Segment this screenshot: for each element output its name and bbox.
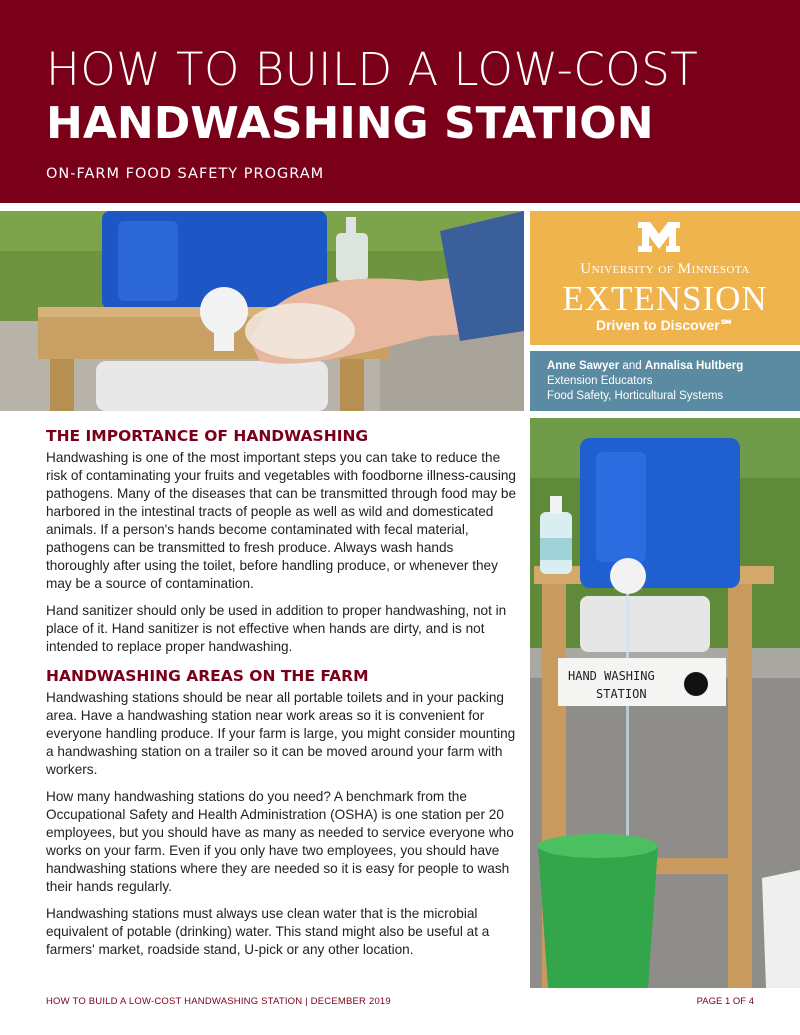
university-name: University of Minnesota [580, 261, 750, 277]
title-line-2: HANDWASHING STATION [46, 98, 654, 149]
author-and: and [619, 360, 645, 372]
paragraph: Hand sanitizer should only be used in addition to proper handwashing, not in place of it. Hand sanitizer is not effective when hands are dirty, and is not intended to replace proper handwashing. [46, 603, 507, 654]
author-dept: Food Safety, Horticultural Systems [547, 390, 724, 402]
author-1: Anne Sawyer [547, 360, 620, 372]
author-names [547, 359, 800, 374]
side-photo-station [530, 418, 800, 988]
tagline: Driven to Discover℠ [596, 317, 734, 333]
footer-doc-title: HOW TO BUILD A LOW-COST HANDWASHING STATION | DECEMBER 2019 [46, 996, 391, 1007]
paragraph: Handwashing stations should be near all portable toilets and in your packing area. Have a handwashing station near work areas so it is convenient for everyone handling produce. If your farm is large, you might consider mounting a handwashing station on a trailer so it can be moved around your farm with workers. [46, 690, 516, 777]
authors-box [530, 351, 800, 411]
paragraph: How many handwashing stations do you need? A benchmark from the Occupational Safety and Health Administration (OSHA) is one station per 20 employees, but you should have as many as needed to service everyone who works on your farm. Even if you only have two employees, you should have handwashing stations where they are needed so it is easy for people to wash their hands regularly. [46, 789, 514, 894]
program-name: ON-FARM FOOD SAFETY PROGRAM [46, 166, 325, 182]
title-line-1: HOW TO BUILD A LOW-COST [46, 43, 699, 96]
author-role: Extension Educators [547, 375, 653, 387]
sign-line-2: STATION [596, 687, 647, 701]
paragraph: Handwashing is one of the most important steps you can take to reduce the risk of contaminating your fruits and vegetables with foodborne illness-causing pathogens. Many of the diseases that can be transmitted through food may be harbored in the intestinal tracts of people as well as wild and domesticated animals. If a person's hands become contaminated with fecal material, pathogens can be transmitted to fresh produce. Always wash hands thoroughly after using the toilet, before handling produce, or whenever they may be a source of contamination. [46, 450, 517, 591]
sign-line-1: HAND WASHING [568, 669, 655, 683]
section-heading-importance: THE IMPORTANCE OF HANDWASHING [46, 427, 369, 445]
hero-photo-handwashing [0, 211, 524, 411]
footer-page-number: PAGE 1 OF 4 [696, 996, 754, 1007]
extension-wordmark: EXTENSION [562, 279, 768, 318]
umn-block-m-icon [636, 222, 682, 252]
paragraph: Handwashing stations must always use clean water that is the microbial equivalent of potable (drinking) water. This stand might also be useful at a farmers' market, roadside stand, U-pick or any other location. [46, 906, 490, 957]
main-content [46, 425, 520, 968]
author-2: Annalisa Hultberg [644, 360, 744, 372]
section-heading-areas: HANDWASHING AREAS ON THE FARM [46, 667, 369, 685]
